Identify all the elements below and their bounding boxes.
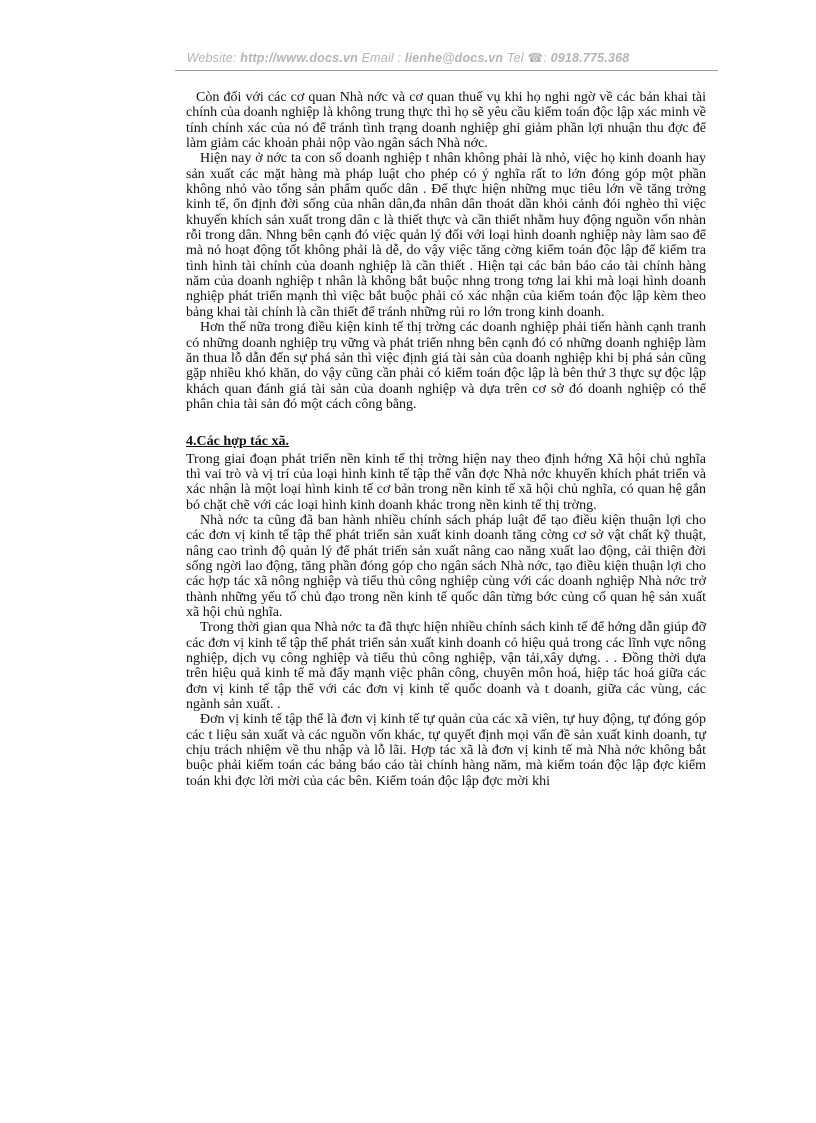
- website-label: Website:: [186, 51, 241, 65]
- paragraph: Nhà nớc ta cũng đã ban hành nhiều chính sách pháp luật để tạo điều kiện thuận lợi cho các đơn vị kinh tế tập thể phát triển sản xuất kinh doanh tăng cờng cơ sở vật chất kỹ thuật, nâng cao trình độ quản lý để phát triển sản xuất nâng cao năng xuất lao động, cải thiện đời sống ngời lao động, tăng phần đóng góp cho ngân sách Nhà nớc, tạo điều kiện thuận lợi cho các hợp tác xã nông nghiệp và tiểu thủ công nghiệp cùng với các doanh nghiệp Nhà nớc trở thành những yếu tố chủ đạo trong nền kinh tế quốc dân từng bớc củng cố quan hệ sản xuất xã hội chủ nghĩa.: [186, 512, 706, 620]
- paragraph: Đơn vị kinh tế tập thể là đơn vị kinh tế tự quản của các xã viên, tự huy động, tự đóng góp các t liệu sản xuất và các nguồn vốn khác, tự quyết định mọi vấn đề sản xuất kinh doanh, tự chịu trách nhiệm về thu nhập và lỗ lãi. Hợp tác xã là đơn vị kinh tế mà Nhà nớc không bắt buộc phải kiểm toán các bảng báo cáo tài chính hàng năm, mà kiểm toán độc lập đợc kiểm toán khi đợc lời mời của các bên. Kiểm toán độc lập đợc mời khi: [186, 712, 706, 789]
- page-header: [0, 50, 816, 65]
- email-label: Email :: [357, 51, 405, 65]
- document-body: [186, 90, 706, 789]
- paragraph: Trong thời gian qua Nhà nớc ta đã thực hiện nhiều chính sách kinh tế để hớng dẫn giúp đỡ các đơn vị kinh tế tập thể phát triển sản xuất kinh doanh có hiệu quả trong các lĩnh vực nông nghiệp, dịch vụ công nghiệp và tiểu thủ công nghiệp, vận tải,xây dựng. . . Đồng thời dựa trên hiệu quả kinh tế mà đẩy mạnh việc phân công, chuyên môn hoá, hiệp tác hoá giữa các đơn vị kinh tế tập thể với các đơn vị kinh tế quốc doanh và t doanh, giữa các vùng, các ngành sản xuất. .: [186, 620, 706, 713]
- tel-value: 0918.775.368: [550, 51, 630, 65]
- paragraph: Còn đối với các cơ quan Nhà nớc và cơ quan thuế vụ khi họ nghi ngờ về các bản khai tài chính của doanh nghiệp là không trung thực thì họ sẽ yêu cầu kiểm toán độc lập xác minh về tính chính xác của nó để tránh tình trạng doanh nghiệp ghi giảm phần lợi nhuận thu đợc để làm giảm các khoản phải nộp vào ngân sách Nhà nớc.: [186, 90, 706, 152]
- tel-label: Tel ☎:: [503, 51, 551, 65]
- email-value[interactable]: lienhe@docs.vn: [404, 51, 504, 65]
- header-divider: [175, 70, 718, 71]
- section-heading: 4.Các hợp tác xã.: [186, 434, 290, 450]
- website-url[interactable]: http://www.docs.vn: [240, 51, 358, 65]
- paragraph: Hiện nay ở nớc ta con số doanh nghiệp t nhân không phải là nhỏ, việc họ kinh doanh hay sản xuất các mặt hàng mà pháp luật cho phép có ý nghĩa rất to lớn đóng góp một phần không nhỏ vào tổng sản phẩm quốc dân . Để thực hiện những mục tiêu lớn về tăng trởng kinh tế, ổn định đời sống của nhân dân,đa nhân dân thoát dần khỏi cảnh đói nghèo thì việc khuyến khích sản xuất trong dân c là thiết thực và cần thiết nhằm huy động nguồn vốn nhàn rỗi trong dân. Nhng bên cạnh đó việc quản lý đối với loại hình doanh nghiệp này làm sao để mà nó hoạt động tốt không phải là dễ, do vậy việc tăng cờng kiểm toán độc lập để kiểm tra tình hình tài chính của doanh nghiệp là cần thiết . Hiện tại các bản báo cáo tài chính hàng năm của doanh nghiệp t nhân là không bắt buộc nhng trong tơng lai khi mà loại hình doanh nghiệp phát triển mạnh thì việc bắt buộc phải có xác nhận của kiểm toán độc lập kèm theo bảng khai tài chính là cần thiết để tránh những rủi ro lớn trong kinh doanh.: [186, 151, 706, 320]
- paragraph: Trong giai đoạn phát triển nền kinh tế thị trờng hiện nay theo định hớng Xã hội chủ nghĩa thì vai trò và vị trí của loại hình kinh tế tập thể vẫn đợc Nhà nớc khuyến khích phát triển và xác nhận là một loại hình kinh tế cơ bản trong nền kinh tế xã hội chủ nghĩa, có quan hệ gắn bó chặt chẽ với các loại hình kinh doanh khác trong nền kinh tế thị trờng.: [186, 451, 706, 513]
- paragraph: Hơn thế nữa trong điều kiện kinh tế thị trờng các doanh nghiệp phải tiến hành cạnh tranh có những doanh nghiệp trụ vững và phát triển nhng bên cạnh đó có những doanh nghiệp làm ăn thua lỗ dẫn đến sự phá sản thì việc định giá tài sản của doanh nghiệp khi bị phá sản cũng gặp nhiều khó khăn, do vậy cũng cần phải có kiểm toán độc lập là bên thứ 3 thực sự độc lập khách quan đánh giá tài sản của doanh nghiệp và dựa trên cơ sở đó doanh nghiệp có thể phân chia tài sản đó một cách công bằng.: [186, 320, 706, 412]
